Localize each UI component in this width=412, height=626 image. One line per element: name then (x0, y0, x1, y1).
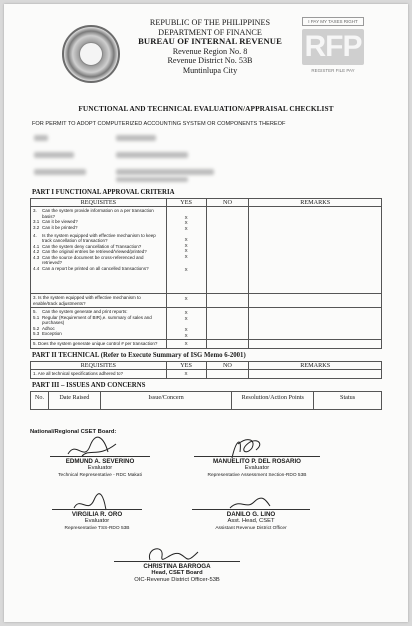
yes-mark: X (184, 332, 188, 338)
header-bureau: BUREAU OF INTERNAL REVENUE (138, 36, 282, 47)
redacted-value (116, 177, 188, 182)
header-city: Muntinlupa City (182, 65, 238, 75)
yes-mark: X (184, 315, 188, 321)
table-row: 5. Can the system generate and print reports: 5.1 Regular (Requirement of BIR),e. summary of sales and purchases) 5.2 Adhoc 5.3 Exception X X X X (31, 308, 382, 340)
signatory-role: Evaluator (244, 465, 270, 471)
col-requisites: REQUISITES (31, 199, 167, 207)
rfp-logo (302, 17, 364, 75)
redacted-label (34, 169, 86, 175)
signatory-del-rosario (194, 456, 320, 479)
signatory-name: CHRISTINA BARROGA (114, 561, 240, 570)
rfp-logo-bottom-text: REGISTER FILE PAY (311, 68, 355, 73)
signatory-oro (52, 509, 142, 532)
col-date-raised: Date Raised (48, 392, 100, 410)
bir-seal-logo (62, 25, 120, 83)
col-no: NO (206, 199, 249, 207)
signatory-lino (192, 509, 310, 532)
redacted-value (116, 152, 188, 158)
table-row: 3. Can the system provide information on a per transaction basis? 3.1 Can it be viewed? 3.2 Can it be printed? 4. Is the system equipped with effective mechanism to keep track cancellation of transaction? 4.1 Can the system deny cancellation of Transaction? 4.2 Can the original entries be retrieved/Viewed/printed? 4.3 Can the source document be cross-referenced and retrieved? 4.4 Can a report be printed on all cancelled transactions? X X X X X X X X (31, 207, 382, 294)
signatory-name: DANILO G. LINO (192, 509, 310, 518)
part3-heading: PART III – ISSUES AND CONCERNS (32, 382, 146, 389)
yes-mark: X (184, 267, 188, 273)
part1-table (30, 198, 382, 349)
signatory-title: Representative TSS-RDO 53B (64, 526, 130, 531)
yes-mark: X (184, 253, 188, 259)
yes-mark: X (184, 236, 188, 242)
header-republic: REPUBLIC OF THE PHILIPPINES (149, 18, 271, 27)
signatory-name: VIRGILIA R. ORO (52, 509, 142, 518)
signatory-title: OIC-Revenue District Officer-53B (134, 577, 220, 583)
yes-mark: X (184, 310, 188, 316)
redacted-label (34, 135, 48, 141)
col-yes: YES (166, 199, 206, 207)
header-region: Revenue Region No. 8 (172, 46, 248, 56)
redacted-value (116, 169, 214, 175)
rfp-logo-top-text: I PAY MY TAXES RIGHT (302, 17, 364, 26)
signatory-severino (50, 456, 150, 479)
yes-mark: X (184, 296, 188, 301)
signatory-role: Asst. Head, CSET (227, 518, 275, 524)
yes-mark: X (184, 326, 188, 332)
table-row: 1. Are all technical specifications adhered to? X (31, 370, 382, 379)
table-row: 3. Is the system equipped with effective mechanism to enable/track adjustments? X (31, 294, 382, 308)
part2-table (30, 361, 382, 379)
signatory-role: Evaluator (84, 518, 110, 524)
redacted-label (34, 152, 74, 158)
header-district: Revenue District No. 53B (167, 56, 253, 66)
col-no: NO (206, 362, 249, 370)
yes-mark: X (184, 214, 188, 220)
table-row: 5. Does the system generate unique control # per transaction? X (31, 340, 382, 349)
col-remarks: REMARKS (249, 199, 382, 207)
signatory-title: Representative Assessment Section-RDO 53B (207, 473, 307, 478)
yes-mark: X (184, 225, 188, 231)
yes-mark: X (184, 248, 188, 254)
col-requisites: REQUISITES (31, 362, 167, 370)
document-subtitle: FOR PERMIT TO ADOPT COMPUTERIZED ACCOUNTING SYSTEM OR COMPONENTS THEREOF (32, 121, 286, 127)
yes-mark: X (184, 220, 188, 226)
yes-mark: X (184, 242, 188, 248)
document-header (120, 18, 300, 76)
signatory-name: MANUELITO P. DEL ROSARIO (194, 456, 320, 465)
col-resolution: Resolution/Action Points (232, 392, 314, 410)
document-title: FUNCTIONAL AND TECHNICAL EVALUATION/APPRAISAL CHECKLIST (78, 104, 334, 113)
board-label: National/Regional CSET Board: (30, 429, 117, 435)
col-status: Status (314, 392, 382, 410)
signatory-title: Technical Representative - RDC Makati (58, 473, 142, 478)
yes-mark: X (184, 371, 188, 376)
part1-heading: PART I FUNCTIONAL APPROVAL CRITERIA (32, 189, 175, 196)
yes-mark: X (184, 341, 188, 347)
header-department: DEPARTMENT OF FINANCE (158, 27, 262, 37)
signatory-role: Evaluator (87, 465, 113, 471)
col-yes: YES (166, 362, 206, 370)
part2-heading: PART II TECHNICAL (Refer to Execute Summary of ISG Memo 6-2001) (32, 352, 246, 359)
part3-table (30, 391, 382, 410)
rfp-logo-main-text: RFP (302, 29, 364, 65)
redacted-value (116, 135, 156, 141)
signatory-title: Assistant Revenue District Officer (215, 526, 287, 531)
col-remarks: REMARKS (249, 362, 382, 370)
signatory-name: EDMUND A. SEVERINO (50, 456, 150, 465)
col-no: No. (31, 392, 49, 410)
signatory-role: Head, CSET Board (151, 570, 203, 576)
col-issue: Issue/Concern (100, 392, 232, 410)
signatory-barroga (114, 561, 240, 584)
document-page (4, 4, 408, 622)
